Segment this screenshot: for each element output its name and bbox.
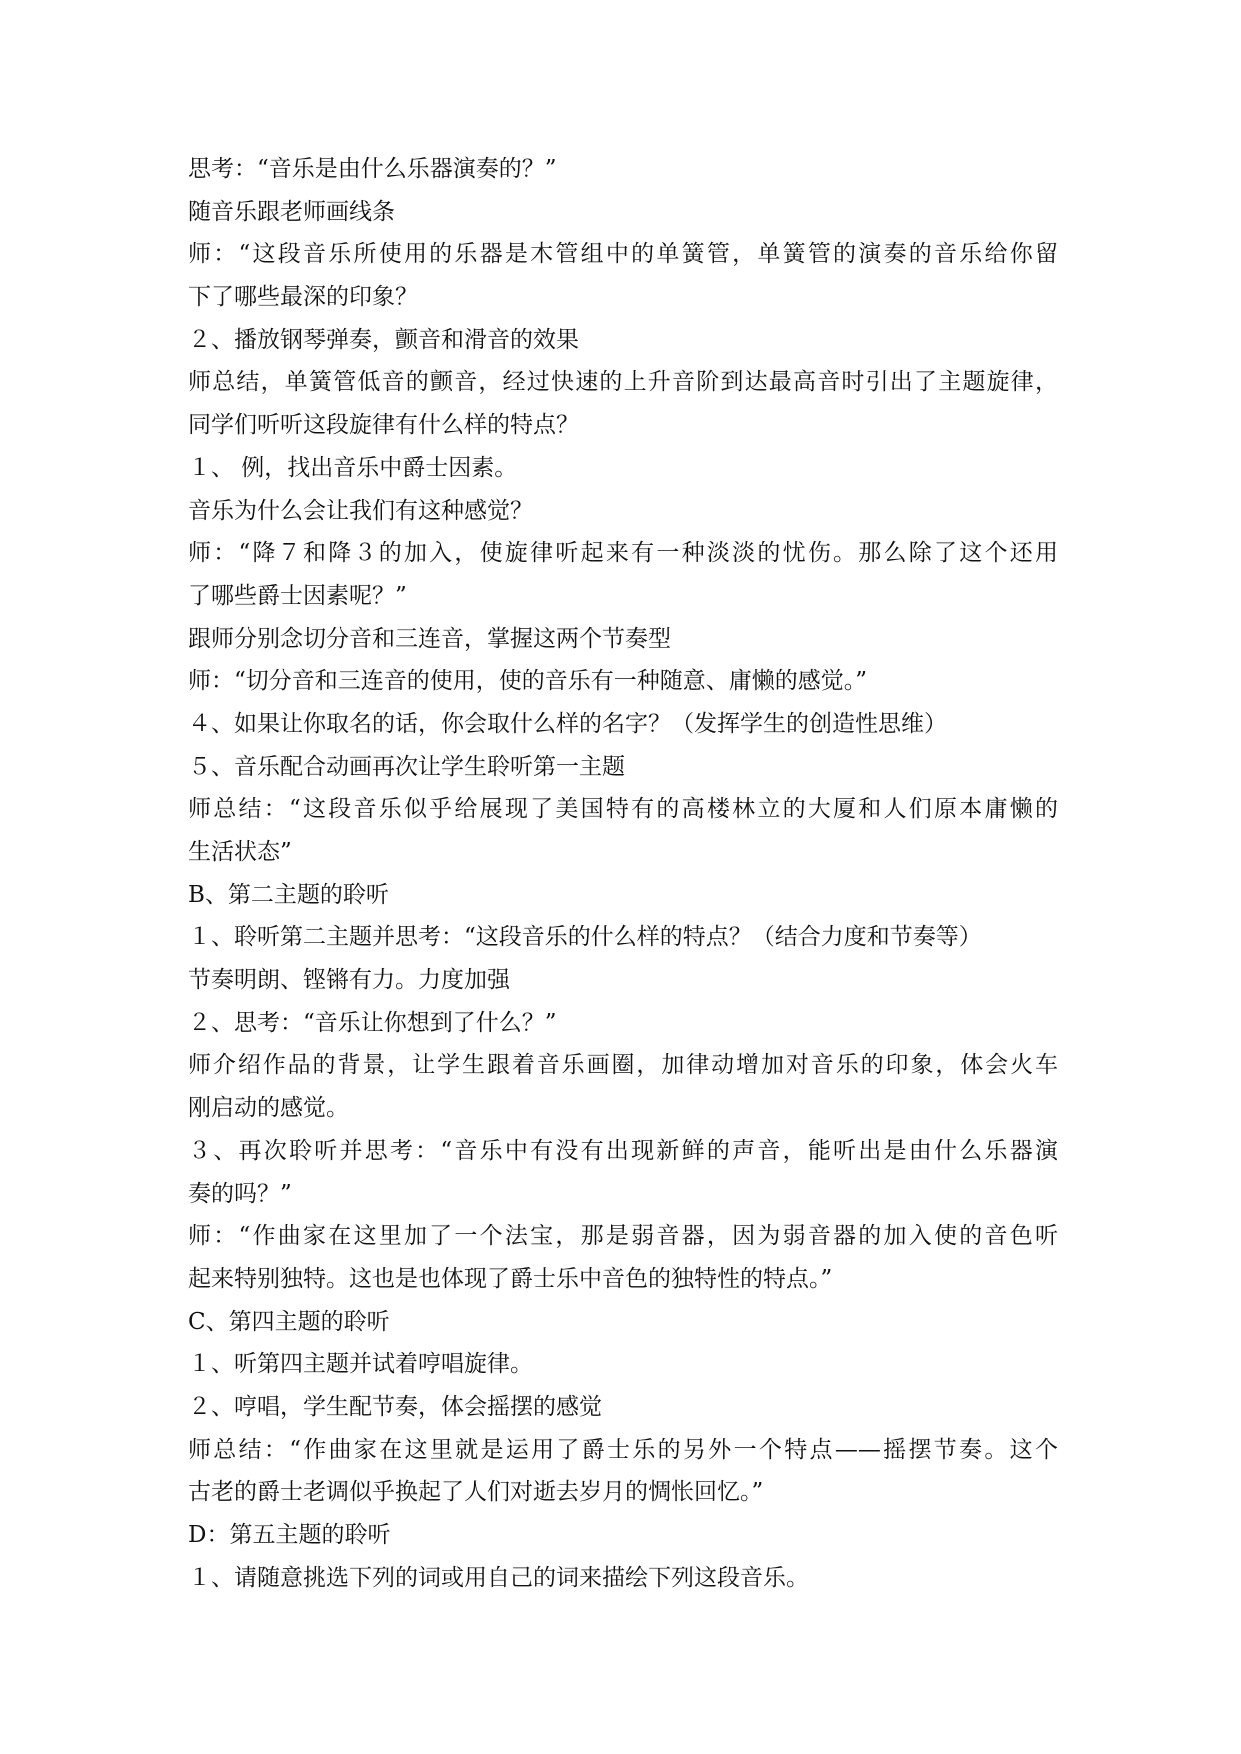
- text-line: １、聆听第二主题并思考：“这段音乐的什么样的特点？（结合力度和节奏等）: [188, 924, 982, 951]
- text-line: 思考：“音乐是由什么乐器演奏的？”: [188, 156, 557, 182]
- text-line: １、请随意挑选下列的词或用自己的词来描绘下列这段音乐。: [188, 1564, 809, 1591]
- text-line: 同学们听听这段旋律有什么样的特点？: [188, 412, 579, 439]
- text-line: 随音乐跟老师画线条: [188, 198, 395, 225]
- text-line: 师：“这段音乐所使用的乐器是木管组中的单簧管，单簧管的演奏的音乐给你留: [188, 241, 1058, 268]
- text-line: ３、再次聆听并思考：“音乐中有没有出现新鲜的声音，能听出是由什么乐器演: [188, 1137, 1058, 1164]
- text-line: 师总结：“作曲家在这里就是运用了爵士乐的另外一个特点——摇摆节奏。这个: [188, 1436, 1058, 1463]
- text-line: 师：“降７和降３的加入，使旋律听起来有一种淡淡的忧伤。那么除了这个还用: [188, 540, 1058, 567]
- text-line: 奏的吗？”: [188, 1180, 292, 1207]
- text-line: 师总结，单簧管低音的颤音，经过快速的上升音阶到达最高音时引出了主题旋律，: [188, 369, 1058, 396]
- text-line: 刚启动的感觉。: [188, 1095, 349, 1122]
- text-line: ２、哼唱，学生配节奏，体会摇摆的感觉: [188, 1393, 602, 1420]
- text-line: ５、音乐配合动画再次让学生聆听第一主题: [188, 753, 625, 780]
- text-line: 生活状态”: [188, 839, 292, 865]
- text-line: 师：“作曲家在这里加了一个法宝，那是弱音器，因为弱音器的加入使的音色听: [188, 1223, 1058, 1250]
- text-line: １、 例，找出音乐中爵士因素。: [188, 454, 518, 481]
- text-line: １、听第四主题并试着哼唱旋律。: [188, 1351, 533, 1378]
- text-line: 古老的爵士老调似乎换起了人们对逝去岁月的惆怅回忆。”: [188, 1479, 764, 1506]
- text-line: 师：“切分音和三连音的使用，使的音乐有一种随意、庸懒的感觉。”: [188, 668, 868, 695]
- text-line: ２、思考：“音乐让你想到了什么？”: [188, 1009, 557, 1036]
- text-line: 了哪些爵士因素呢？”: [188, 582, 407, 609]
- document-body: [188, 148, 1058, 1599]
- text-line: 音乐为什么会让我们有这种感觉？: [188, 497, 533, 524]
- text-line: 节奏明朗、铿锵有力。力度加强: [188, 967, 510, 994]
- text-line: ２、播放钢琴弹奏，颤音和滑音的效果: [188, 326, 579, 353]
- text-line: 跟师分别念切分音和三连音，掌握这两个节奏型: [188, 625, 671, 652]
- section-heading: B、第二主题的聆听: [188, 881, 389, 908]
- section-heading: C、第四主题的聆听: [188, 1308, 390, 1335]
- text-line: 起来特别独特。这也是也体现了爵士乐中音色的独特性的特点。”: [188, 1265, 833, 1292]
- text-line: 师总结：“这段音乐似乎给展现了美国特有的高楼林立的大厦和人们原本庸懒的: [188, 796, 1058, 823]
- text-line: 师介绍作品的背景，让学生跟着音乐画圈，加律动增加对音乐的印象，体会火车: [188, 1052, 1058, 1079]
- text-line: ４、如果让你取名的话，你会取什么样的名字？（发挥学生的创造性思维）: [188, 710, 947, 737]
- text-line: 下了哪些最深的印象？: [188, 284, 418, 311]
- section-heading: D：第五主题的聆听: [188, 1522, 391, 1548]
